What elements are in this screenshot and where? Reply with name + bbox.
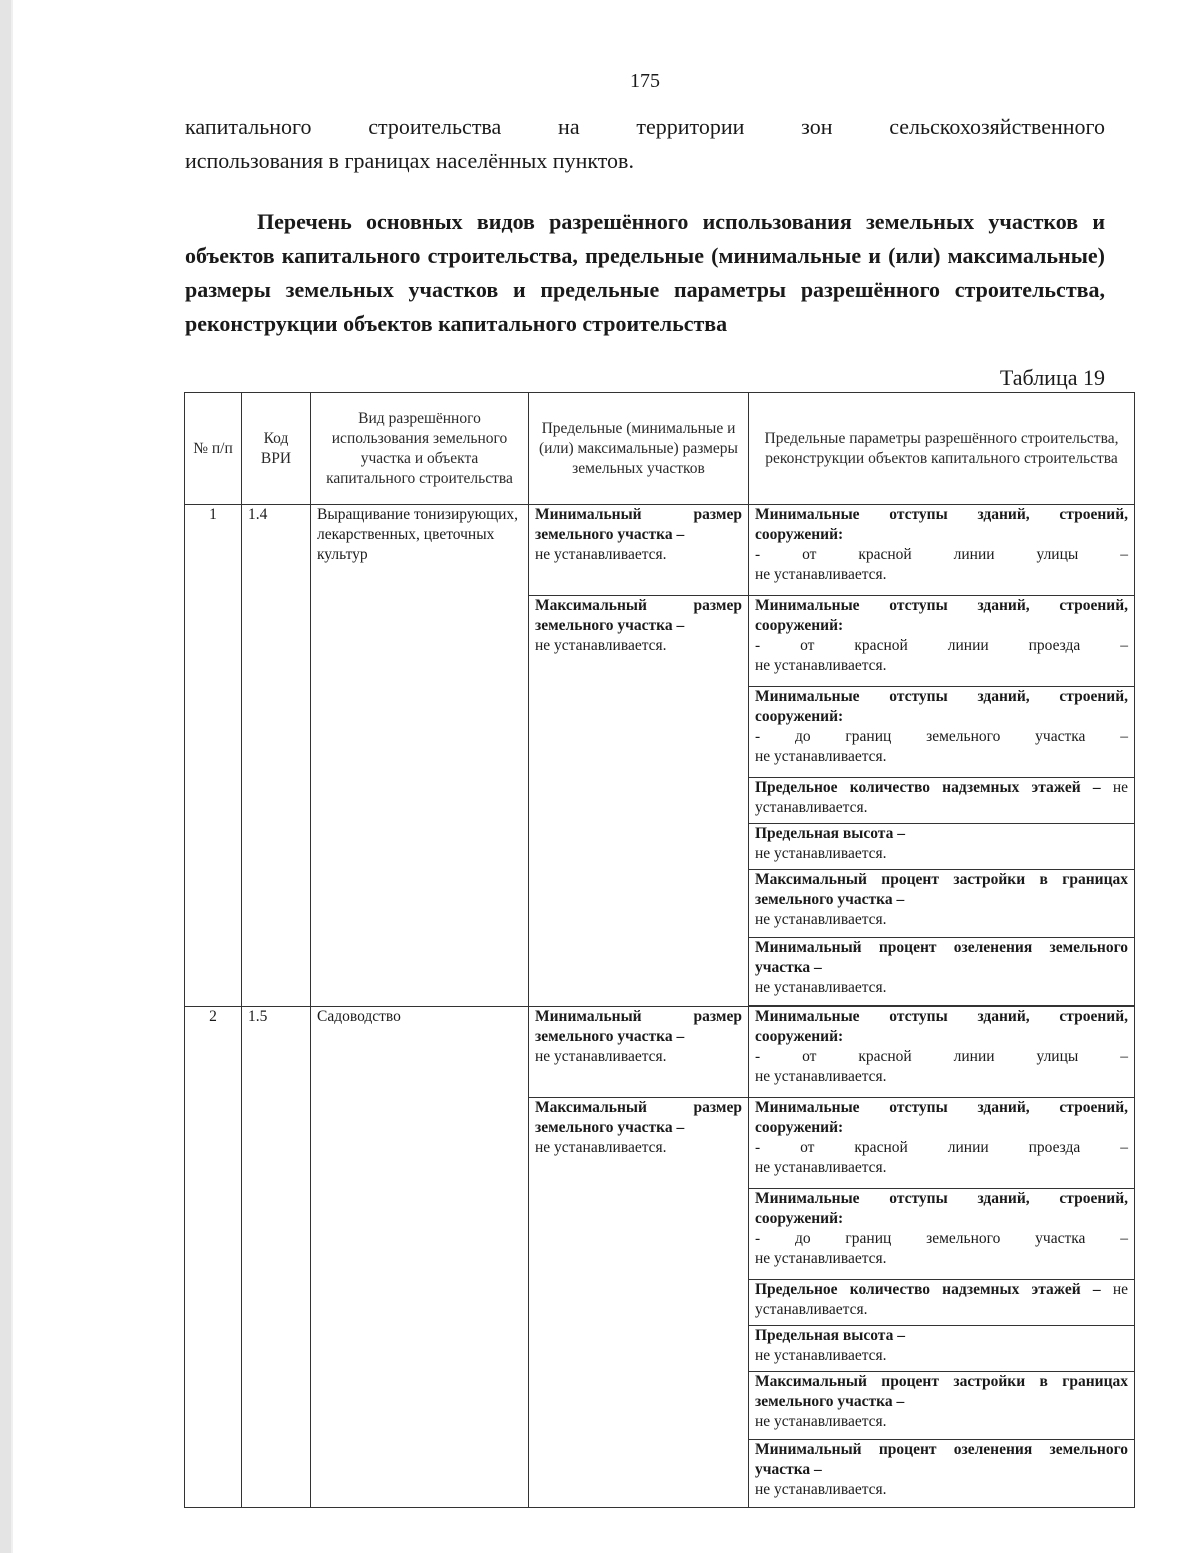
- row-code: 1.4: [242, 505, 311, 1007]
- min-size-title: Минимальный размер земельного участка –: [535, 506, 742, 543]
- param-cell: [749, 1098, 1135, 1189]
- param-cell: [749, 938, 1135, 1006]
- table-row: [185, 1007, 1135, 1098]
- param-title: Минимальный процент озеленения земельного участка –: [755, 1441, 1128, 1478]
- heading-line-2: участков и объектов капитального строительства, предельные: [185, 209, 1106, 268]
- section-heading: [185, 205, 1105, 341]
- param-cell: [749, 596, 1135, 687]
- intro-line-2: использования в границах населённых пунктов.: [185, 148, 634, 173]
- table-row: [185, 505, 1135, 596]
- param-cell: [749, 1007, 1135, 1098]
- param-title: Предельная высота –: [755, 1327, 905, 1344]
- param-value: не устанавливается.: [755, 1250, 887, 1267]
- param-value: не устанавливается.: [755, 657, 887, 674]
- param-cell: [749, 824, 1135, 870]
- param-cell: [749, 870, 1135, 938]
- table-caption: Таблица 19: [999, 365, 1105, 390]
- row-num: 1: [185, 505, 242, 1007]
- param-value: не устанавливается.: [755, 779, 1129, 816]
- row-kind: Выращивание тонизирующих, лекарственных, цветочных культур: [311, 505, 529, 1007]
- max-size-value: не устанавливается.: [535, 1139, 667, 1156]
- param-title: Минимальный процент озеленения земельного участка –: [755, 939, 1128, 976]
- max-size-cell: [529, 596, 749, 1007]
- param-title: Максимальный процент застройки в границах земельного участка –: [755, 871, 1128, 908]
- min-size-cell: [529, 505, 749, 596]
- param-value: не устанавливается.: [755, 1413, 887, 1430]
- param-title: Предельное количество надземных этажей –: [755, 1281, 1101, 1298]
- min-size-title: Минимальный размер земельного участка –: [535, 1008, 742, 1045]
- heading-line-3: (минимальные и (или) максимальные) размеры земельных участков: [185, 243, 1106, 302]
- param-title: Минимальные отступы зданий, строений, сооружений:: [755, 1099, 1128, 1136]
- scan-edge-inner: [11, 0, 13, 1553]
- param-cell: [749, 687, 1135, 778]
- param-cell: [749, 778, 1135, 824]
- param-value: не устанавливается.: [755, 1159, 887, 1176]
- min-size-value: не устанавливается.: [535, 546, 667, 563]
- min-size-value: не устанавливается.: [535, 1048, 667, 1065]
- scan-edge: [0, 0, 11, 1553]
- row-code: 1.5: [242, 1007, 311, 1508]
- min-size-cell: [529, 1007, 749, 1098]
- param-title: Минимальные отступы зданий, строений, сооружений:: [755, 1008, 1128, 1045]
- max-size-value: не устанавливается.: [535, 637, 667, 654]
- max-size-title: Максимальный размер земельного участка –: [535, 597, 742, 634]
- param-line: - от красной линии улицы –: [755, 1048, 1128, 1065]
- param-cell: [749, 1280, 1135, 1326]
- param-title: Минимальные отступы зданий, строений, сооружений:: [755, 1190, 1128, 1227]
- header-sizes: Предельные (минимальные и (или) максимальные) размеры земельных участков: [529, 393, 749, 505]
- intro-line-1: капитального строительства на территории зон сельскохозяйственного: [185, 114, 1105, 139]
- zoning-table: [184, 392, 1135, 1508]
- row-kind: Садоводство: [311, 1007, 529, 1508]
- param-title: Минимальные отступы зданий, строений, сооружений:: [755, 688, 1128, 725]
- param-value: не устанавливается.: [755, 979, 887, 996]
- param-line: - от красной линии улицы –: [755, 546, 1128, 563]
- param-cell: [749, 1440, 1135, 1508]
- param-cell: [749, 1372, 1135, 1440]
- param-value: не устанавливается.: [755, 1281, 1129, 1318]
- param-value: не устанавливается.: [755, 911, 887, 928]
- header-kind: Вид разрешённого использования земельного участка и объекта капитального строительства: [311, 393, 529, 505]
- max-size-title: Максимальный размер земельного участка –: [535, 1099, 742, 1136]
- param-line: - до границ земельного участка –: [755, 1230, 1128, 1247]
- row-num: 2: [185, 1007, 242, 1508]
- param-title: Максимальный процент застройки в границах земельного участка –: [755, 1373, 1128, 1410]
- heading-line-5: объектов капитального строительства: [343, 311, 728, 336]
- param-cell: [749, 505, 1135, 596]
- param-value: не устанавливается.: [755, 566, 887, 583]
- param-cell: [749, 1189, 1135, 1280]
- table-header-row: [185, 393, 1135, 505]
- max-size-cell: [529, 1098, 749, 1508]
- param-value: не устанавливается.: [755, 748, 887, 765]
- param-title: Предельная высота –: [755, 825, 905, 842]
- header-code: Код ВРИ: [242, 393, 311, 505]
- param-line: - от красной линии проезда –: [755, 637, 1128, 654]
- param-value: не устанавливается.: [755, 1347, 887, 1364]
- header-num: № п/п: [185, 393, 242, 505]
- param-line: - до границ земельного участка –: [755, 728, 1128, 745]
- header-params: Предельные параметры разрешённого строительства, реконструкции объектов капитального строительства: [749, 393, 1135, 505]
- param-cell: [749, 1326, 1135, 1372]
- param-title: Минимальные отступы зданий, строений, сооружений:: [755, 506, 1128, 543]
- intro-paragraph: [185, 110, 1105, 178]
- heading-line-4: и предельные параметры разрешённого строительства, реконструкции: [185, 277, 1105, 336]
- param-value: не устанавливается.: [755, 1481, 887, 1498]
- param-line: - от красной линии проезда –: [755, 1139, 1128, 1156]
- param-title: Предельное количество надземных этажей –: [755, 779, 1101, 796]
- page-number: 175: [630, 70, 660, 92]
- param-title: Минимальные отступы зданий, строений, сооружений:: [755, 597, 1128, 634]
- param-value: не устанавливается.: [755, 845, 887, 862]
- param-value: не устанавливается.: [755, 1068, 887, 1085]
- heading-line-1: Перечень основных видов разрешённого использования земельных: [257, 209, 975, 234]
